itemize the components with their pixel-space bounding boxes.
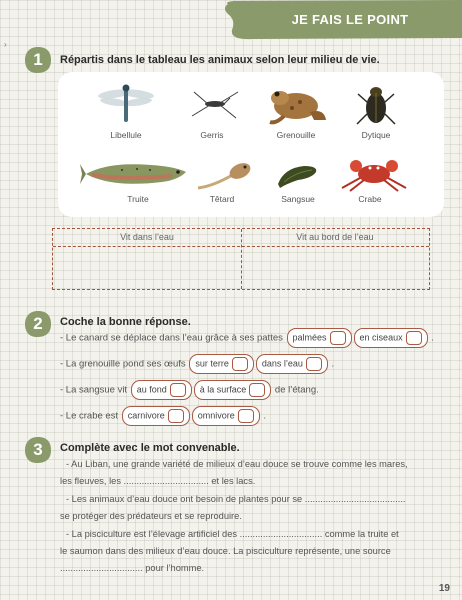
option-pill[interactable]: à la surface (194, 380, 272, 400)
leech-image (274, 160, 322, 190)
question-text: - Le canard se déplace dans l’eau grâce à ses pattes (60, 332, 283, 344)
diving-beetle-image (356, 82, 396, 128)
exercise-2-number: 2 (33, 314, 43, 333)
question-text: - Le crabe est (60, 410, 119, 422)
exercise-1-instruction: Répartis dans le tableau les animaux selon leur milieu de vie. (60, 54, 380, 66)
crab-image (336, 158, 412, 192)
animal-label: Gerris (200, 130, 224, 140)
frog-image (266, 82, 328, 126)
option-pill[interactable]: au fond (131, 380, 192, 400)
checkbox (170, 383, 186, 397)
checkbox (306, 357, 322, 371)
question-end: de l’étang. (274, 384, 319, 396)
option-pill[interactable]: dans l’eau (256, 354, 328, 374)
cell-in-water[interactable] (53, 247, 241, 291)
table-header-in-water: Vit dans l’eau (120, 232, 174, 242)
checkbox (232, 357, 248, 371)
fill-in-paragraph (60, 456, 450, 578)
habitat-table (52, 228, 430, 290)
question-row (60, 380, 319, 400)
text-line: - Au Liban, une grande variété de milieux d’eau douce se trouve comme les mares, (66, 459, 408, 469)
exercise-3-number: 3 (33, 440, 43, 459)
text-line[interactable]: - Les animaux d’eau douce ont besoin de plantes pour se ....................................... (66, 493, 406, 504)
water-strider-image (190, 88, 240, 120)
question-row (60, 354, 334, 374)
question-end: . (263, 410, 267, 422)
exercise-1-number: 1 (33, 50, 43, 69)
tadpole-image (194, 160, 256, 192)
page-number: 19 (438, 583, 450, 594)
cell-waterside[interactable] (242, 247, 430, 291)
margin-mark: › (4, 40, 7, 49)
exercise-3-instruction: Complète avec le mot convenable. (60, 442, 240, 454)
option-pill[interactable]: carnivore (122, 406, 190, 426)
question-end: . (431, 332, 434, 344)
animal-label: Truite (127, 194, 149, 204)
checkbox (249, 383, 265, 397)
exercise-2-instruction: Coche la bonne réponse. (60, 316, 191, 328)
question-text: - La grenouille pond ses œufs (60, 358, 186, 370)
table-header-waterside: Vit au bord de l’eau (296, 232, 374, 242)
checkbox (238, 409, 254, 423)
checkbox (406, 331, 422, 345)
question-end: . (331, 358, 335, 370)
option-pill[interactable]: en ciseaux (354, 328, 428, 348)
question-row (60, 406, 266, 426)
question-text: - La sangsue vit (60, 384, 128, 396)
option-pill[interactable]: sur terre (189, 354, 254, 374)
text-line[interactable]: ................................ pour l’homme. (60, 563, 205, 574)
checkbox (168, 409, 184, 423)
trout-image (82, 158, 192, 190)
option-pill[interactable]: palmées (287, 328, 352, 348)
dragonfly-image (96, 82, 156, 124)
animal-label: Têtard (209, 194, 235, 204)
text-line[interactable]: - La pisciculture est l’élevage artificiel des ................................ comme la truite et (66, 528, 399, 539)
text-line: le saumon dans des milieux d’eau douce. La pisciculture représente, une source (60, 546, 391, 557)
animal-label: Crabe (358, 194, 382, 204)
text-line[interactable]: les fleuves, les ................................. et les lacs. (60, 476, 256, 487)
option-pill[interactable]: omnivore (192, 406, 260, 426)
text-line: se protéger des prédateurs et se reproduire. (60, 511, 242, 522)
animal-label: Sangsue (281, 194, 315, 204)
animal-label: Libellule (110, 130, 142, 140)
checkbox (330, 331, 346, 345)
question-row (60, 328, 434, 348)
animal-label: Grenouille (276, 130, 316, 140)
section-title: JE FAIS LE POINT (291, 12, 409, 27)
animal-label: Dytique (361, 130, 391, 140)
